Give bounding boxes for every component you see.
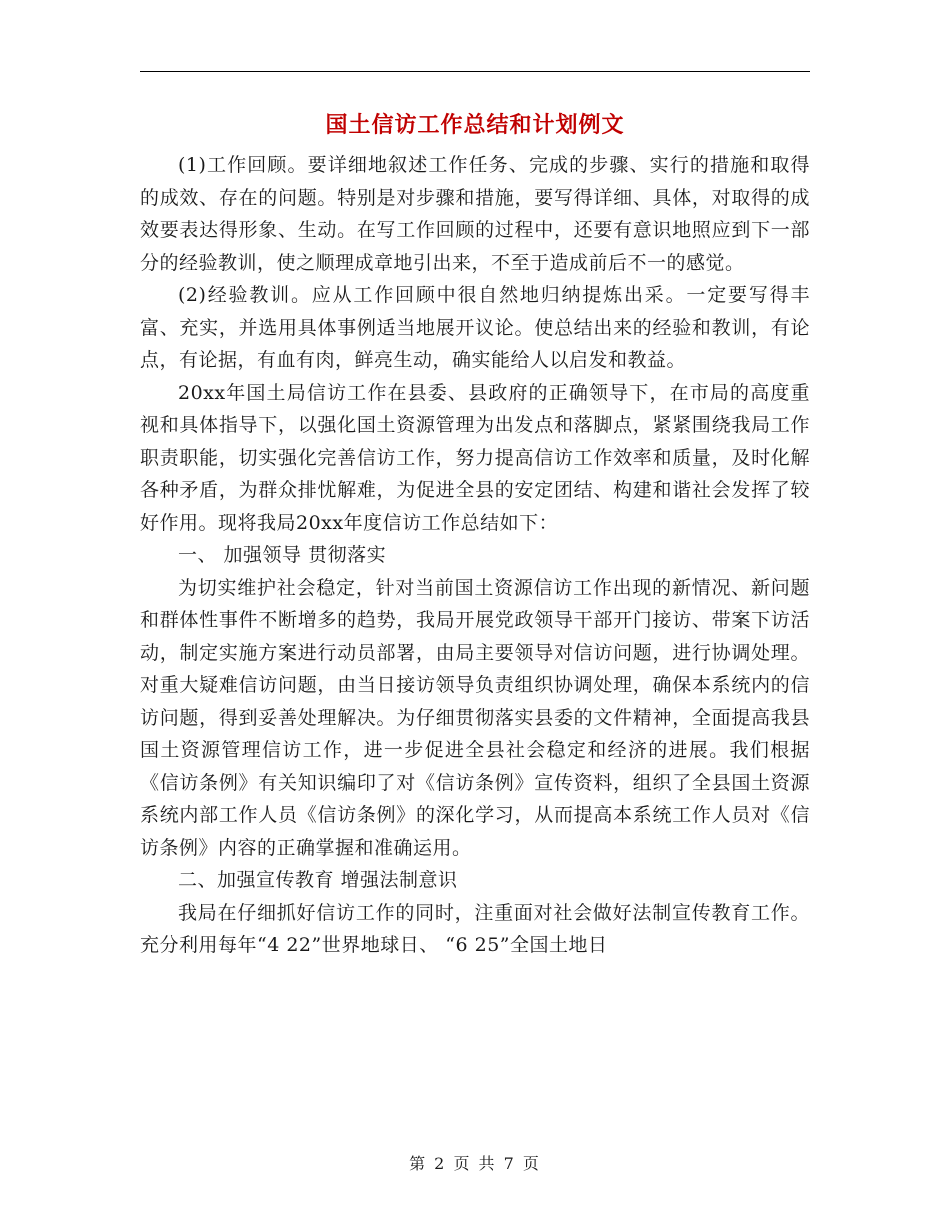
page-number-footer: 第 2 页 共 7 页 — [409, 1154, 541, 1173]
document-title: 国土信访工作总结和计划例文 — [325, 112, 625, 138]
section-heading-1: 一、 加强领导 贯彻落实 — [178, 544, 387, 566]
paragraph-section-1: 为切实维护社会稳定，针对当前国土资源信访工作出现的新情况、新问题和群体性事件不断增多的趋势，我局开展党政领导干部开门接访、带案下访活动，制定实施方案进行动员部署，由局主要领导对信访问题，进行协调处理。对重大疑难信访问题，由当日接访领导负责组织协调处理，确保本系统内的信访问题，得到妥善处理解决。为仔细贯彻落实县委的文件精神，全面提高我县国土资源管理信访工作，进一步促进全县社会稳定和经济的进展。我们根据《信访条例》有关知识编印了对《信访条例》宣传资料，组织了全县国土资源系统内部工作人员《信访条例》的深化学习，从而提高本系统工作人员对《信访条例》内容的正确掌握和准确运用。 — [140, 576, 810, 859]
document-body — [140, 149, 810, 962]
paragraph-work-review: (1)工作回顾。要详细地叙述工作任务、完成的步骤、实行的措施和取得的成效、存在的问题。特别是对步骤和措施，要写得详细、具体，对取得的成效要表达得形象、生动。在写工作回顾的过程中，还要有意识地照应到下一部分的经验教训，使之顺理成章地引出来，不至于造成前后不一的感觉。 — [140, 154, 810, 274]
paragraph-lessons: (2)经验教训。应从工作回顾中很自然地归纳提炼出采。一定要写得丰富、充实，并选用具体事例适当地展开议论。使总结出来的经验和教训，有论点，有论据，有血有肉，鲜亮生动，确实能给人以启发和教益。 — [140, 284, 810, 371]
paragraph-intro: 20xx年国土局信访工作在县委、县政府的正确领导下，在市局的高度重视和具体指导下，以强化国土资源管理为出发点和落脚点，紧紧围绕我局工作职责职能，切实强化完善信访工作，努力提高信访工作效率和质量，及时化解各种矛盾，为群众排忧解难，为促进全县的安定团结、构建和谐社会发挥了较好作用。现将我局20xx年度信访工作总结如下： — [140, 381, 810, 534]
paragraph-section-2: 我局在仔细抓好信访工作的同时，注重面对社会做好法制宣传教育工作。 充分利用每年“4 22”世界地球日、 “6 25”全国土地日 — [140, 901, 810, 956]
header-rule — [140, 71, 810, 72]
section-heading-2: 二、加强宣传教育 增强法制意识 — [178, 869, 458, 891]
